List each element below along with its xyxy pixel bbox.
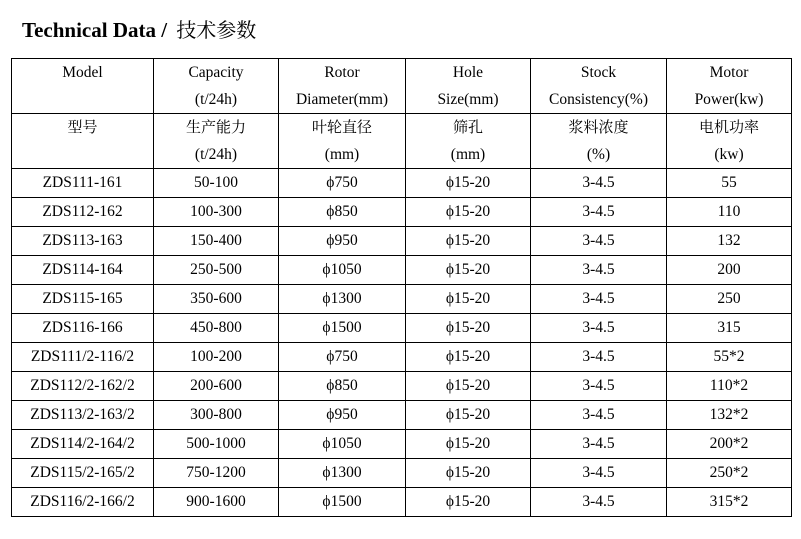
cell-stock-consistency: 3-4.5: [531, 430, 667, 459]
cell-stock-consistency: 3-4.5: [531, 314, 667, 343]
cell-capacity: 900-1600: [154, 488, 279, 517]
cell-model: ZDS115/2-165/2: [12, 459, 154, 488]
cell-model: ZDS113/2-163/2: [12, 401, 154, 430]
cell-rotor-diameter: ϕ850: [279, 198, 406, 227]
cell-hole-size: ϕ15-20: [406, 488, 531, 517]
cell-rotor-diameter: ϕ1050: [279, 430, 406, 459]
cell-stock-consistency: 3-4.5: [531, 343, 667, 372]
cell-model: ZDS114/2-164/2: [12, 430, 154, 459]
cell-capacity: 250-500: [154, 256, 279, 285]
table-row: [12, 256, 792, 285]
cell-stock-consistency: 3-4.5: [531, 488, 667, 517]
cell-rotor-diameter: ϕ1500: [279, 314, 406, 343]
title-english: Technical Data /: [22, 18, 168, 42]
table-row: [12, 488, 792, 517]
cell-stock-consistency: 3-4.5: [531, 459, 667, 488]
cell-motor-power: 132: [667, 227, 792, 256]
cell-motor-power: 315*2: [667, 488, 792, 517]
cell-hole-size: ϕ15-20: [406, 285, 531, 314]
table-row: [12, 314, 792, 343]
header-stock-consistency-cn: 浆料浓度 (%): [531, 114, 667, 169]
cell-hole-size: ϕ15-20: [406, 401, 531, 430]
cell-rotor-diameter: ϕ750: [279, 343, 406, 372]
cell-motor-power: 110: [667, 198, 792, 227]
technical-data-table: [11, 58, 792, 517]
cell-capacity: 750-1200: [154, 459, 279, 488]
cell-motor-power: 55*2: [667, 343, 792, 372]
header-rotor-diameter: Rotor Diameter(mm): [279, 59, 406, 114]
cell-model: ZDS111-161: [12, 169, 154, 198]
cell-capacity: 100-200: [154, 343, 279, 372]
cell-motor-power: 110*2: [667, 372, 792, 401]
cell-stock-consistency: 3-4.5: [531, 285, 667, 314]
cell-rotor-diameter: ϕ1300: [279, 459, 406, 488]
cell-model: ZDS116-166: [12, 314, 154, 343]
cell-capacity: 300-800: [154, 401, 279, 430]
cell-model: ZDS111/2-116/2: [12, 343, 154, 372]
header-hole-size: Hole Size(mm): [406, 59, 531, 114]
cell-rotor-diameter: ϕ1300: [279, 285, 406, 314]
cell-stock-consistency: 3-4.5: [531, 256, 667, 285]
header-row-chinese: [12, 114, 792, 169]
header-stock-consistency: Stock Consistency(%): [531, 59, 667, 114]
table-row: [12, 227, 792, 256]
cell-rotor-diameter: ϕ850: [279, 372, 406, 401]
header-rotor-diameter-cn: 叶轮直径 (mm): [279, 114, 406, 169]
header-model: Model: [12, 59, 154, 114]
cell-hole-size: ϕ15-20: [406, 314, 531, 343]
header-motor-power-cn: 电机功率 (kw): [667, 114, 792, 169]
cell-capacity: 50-100: [154, 169, 279, 198]
header-capacity: Capacity (t/24h): [154, 59, 279, 114]
cell-capacity: 450-800: [154, 314, 279, 343]
table-row: [12, 198, 792, 227]
cell-hole-size: ϕ15-20: [406, 198, 531, 227]
header-model-cn: 型号: [12, 114, 154, 169]
title-chinese: 技术参数: [176, 18, 257, 42]
cell-stock-consistency: 3-4.5: [531, 198, 667, 227]
cell-motor-power: 315: [667, 314, 792, 343]
header-capacity-cn: 生产能力 (t/24h): [154, 114, 279, 169]
cell-stock-consistency: 3-4.5: [531, 401, 667, 430]
table-row: [12, 459, 792, 488]
cell-model: ZDS113-163: [12, 227, 154, 256]
cell-rotor-diameter: ϕ750: [279, 169, 406, 198]
cell-stock-consistency: 3-4.5: [531, 169, 667, 198]
cell-model: ZDS116/2-166/2: [12, 488, 154, 517]
cell-motor-power: 250*2: [667, 459, 792, 488]
cell-motor-power: 200*2: [667, 430, 792, 459]
header-row-english: [12, 59, 792, 114]
header-hole-size-cn: 筛孔 (mm): [406, 114, 531, 169]
cell-stock-consistency: 3-4.5: [531, 372, 667, 401]
table-row: [12, 169, 792, 198]
cell-motor-power: 250: [667, 285, 792, 314]
cell-capacity: 350-600: [154, 285, 279, 314]
cell-rotor-diameter: ϕ1050: [279, 256, 406, 285]
cell-hole-size: ϕ15-20: [406, 169, 531, 198]
cell-hole-size: ϕ15-20: [406, 256, 531, 285]
header-motor-power: Motor Power(kw): [667, 59, 792, 114]
cell-rotor-diameter: ϕ950: [279, 227, 406, 256]
cell-model: ZDS114-164: [12, 256, 154, 285]
cell-hole-size: ϕ15-20: [406, 372, 531, 401]
cell-model: ZDS112/2-162/2: [12, 372, 154, 401]
cell-capacity: 150-400: [154, 227, 279, 256]
table-row: [12, 401, 792, 430]
cell-motor-power: 200: [667, 256, 792, 285]
cell-capacity: 100-300: [154, 198, 279, 227]
cell-stock-consistency: 3-4.5: [531, 227, 667, 256]
cell-motor-power: 132*2: [667, 401, 792, 430]
table-row: [12, 372, 792, 401]
cell-rotor-diameter: ϕ1500: [279, 488, 406, 517]
cell-hole-size: ϕ15-20: [406, 430, 531, 459]
cell-model: ZDS112-162: [12, 198, 154, 227]
cell-capacity: 200-600: [154, 372, 279, 401]
page-title: [22, 14, 256, 43]
table-row: [12, 430, 792, 459]
cell-hole-size: ϕ15-20: [406, 459, 531, 488]
cell-hole-size: ϕ15-20: [406, 343, 531, 372]
cell-model: ZDS115-165: [12, 285, 154, 314]
cell-rotor-diameter: ϕ950: [279, 401, 406, 430]
table-row: [12, 285, 792, 314]
cell-hole-size: ϕ15-20: [406, 227, 531, 256]
cell-capacity: 500-1000: [154, 430, 279, 459]
cell-motor-power: 55: [667, 169, 792, 198]
table-row: [12, 343, 792, 372]
